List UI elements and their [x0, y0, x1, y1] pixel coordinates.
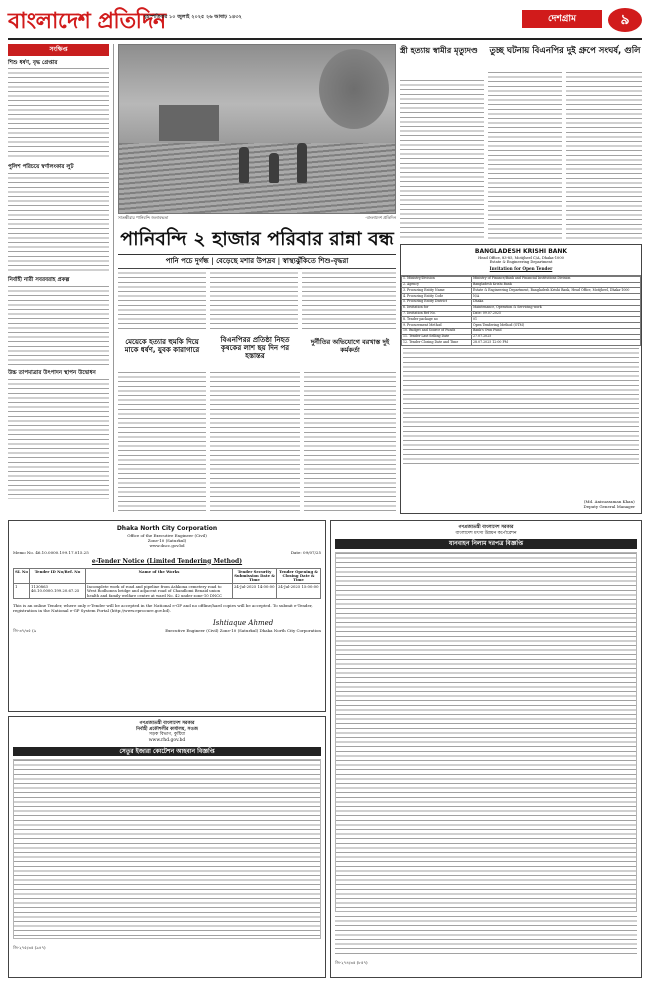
office-name: বাংলাদেশ মৎস্য উন্নয়ন কর্পোরেশন	[455, 530, 517, 536]
table-cell: Dhaka	[472, 299, 641, 305]
dateline: বৃহস্পতিবার ১০ জুলাই ২০২৫ ২৬ আষাঢ় ১৪৩২	[144, 14, 242, 20]
table-cell: 27.07.2025	[472, 334, 641, 340]
tender-title: Invitation for Open Tender	[489, 266, 553, 272]
ad-code: জি-২৭৪/৩৫ (৮৫৭)	[335, 959, 368, 965]
news-brief-sidebar	[8, 44, 114, 512]
govt-name: গণপ্রজাতন্ত্রী বাংলাদেশ সরকার	[458, 525, 514, 530]
brief-title: উচ্চ তাপমাত্রার উৎপাদন স্থাপন উদ্বোধন	[8, 370, 96, 377]
story-headline: স্ত্রী হত্যায় স্বামীর মৃত্যুদণ্ড	[400, 46, 478, 55]
photo-floodwater	[119, 143, 395, 213]
photo-house	[159, 105, 219, 141]
story-body	[210, 372, 300, 512]
signature-block	[165, 619, 321, 633]
notice-footer	[13, 619, 321, 633]
signatory-title: Deputy General Manager	[583, 504, 635, 509]
table-cell: 01	[472, 317, 641, 323]
story-body	[118, 372, 206, 512]
office-name: নির্বাহী প্রকৌশলীর কার্যালয়, সওজ	[136, 726, 198, 732]
table-cell: 2. Agency	[402, 282, 472, 288]
govt-name: গণপ্রজাতন্ত্রী বাংলাদেশ সরকার	[139, 721, 195, 726]
lead-headline: পানিবন্দি ২ হাজার পরিবার রান্না বন্ধ	[120, 228, 394, 250]
table-cell: 24-Jul-2025 14:00:00	[233, 584, 277, 599]
signatory-name: (Md. Anisuzzaman Khan)	[583, 499, 635, 504]
memo-number: Memo No. 46.10.0000.199.17.015.25	[13, 549, 89, 555]
auction-terms	[335, 916, 637, 956]
ad-code: জি-৩৭/৩৫ (৯	[13, 628, 37, 634]
table-cell: 24-Jul-2025 15:00:00	[277, 584, 321, 599]
column-header: Tender Opening & Closing Date & Time	[277, 569, 321, 584]
bank-name: BANGLADESH KRISHI BANK	[474, 248, 568, 255]
bank-address: Head Office, 83-85, Motijheel C/A, Dhaka-1000	[478, 255, 564, 260]
notice-title: যানবাহন নিলাম দরপত্র বিজ্ঞপ্তি	[335, 539, 637, 549]
sidebar-header: সংক্ষিপ্ত	[8, 44, 109, 56]
zone-name: Zone-10 (Saturkul)	[147, 537, 187, 543]
photo-tree	[319, 49, 389, 129]
brief-text	[8, 173, 109, 273]
story-headline: দুর্নীতির অভিযোগে বরখাস্ত দুই কর্মকর্তা	[310, 338, 390, 354]
website: www.rhd.gov.bd	[148, 737, 186, 743]
table-cell: 8. Tender package no	[402, 317, 472, 323]
division-name: সড়ক বিভাগ, কুষ্টিয়া	[148, 732, 186, 738]
photo-person	[269, 153, 279, 183]
lead-body-col-2	[210, 268, 298, 332]
table-cell: 1130863 46.10.0000.199.20.67.25	[30, 584, 86, 599]
auction-table	[335, 552, 637, 912]
brief-title: পুলিশ পরিচয়ে স্বর্ণালংকার লুট	[8, 164, 74, 171]
table-cell: Incomplete work of road and pipeline from Ashkona cemetery road to West Rodhonea bridge and adjacent road of Chandlomi Benaid union health and family welfare centre at ward No. 42 under zone-10 DNCC	[86, 584, 233, 599]
table-cell: 11. Tender Last Selling Date	[402, 334, 472, 340]
brief-item	[8, 164, 109, 273]
page-number: ৯	[608, 8, 642, 32]
table-cell: 12. Tender Closing Date and Time	[402, 340, 472, 346]
table-row	[14, 584, 321, 599]
tender-header	[401, 245, 641, 276]
table-cell: 1. Ministry/Division	[402, 276, 472, 282]
table-cell: 3. Procuring Entity Name	[402, 288, 472, 294]
tender-details	[403, 348, 639, 466]
story-body	[566, 72, 642, 240]
brief-text	[8, 379, 109, 499]
table-cell: Ministry of Finance/Bank and Financial Institutions Division	[472, 276, 641, 282]
table-cell: 10. Budget and Source of Funds	[402, 328, 472, 334]
brief-text	[8, 286, 109, 366]
memo-date: Date: 09/07/25	[290, 549, 321, 555]
photo-caption	[118, 215, 396, 220]
table-cell: Maintenance, Operation & Servicing work	[472, 305, 641, 311]
tender-table	[401, 276, 641, 347]
memo-line	[13, 550, 321, 555]
table-cell: Bank's Own Fund	[472, 328, 641, 334]
signature: Ishtiaque Ahmed	[212, 619, 274, 628]
table-cell: Estate & Engineering Department, Bangladesh Krishi Bank, Head Office, Motijheel, Dhaka-1000	[472, 288, 641, 294]
brief-title: শিশু ধর্ষণ, বৃদ্ধ গ্রেপ্তার	[8, 59, 58, 66]
lead-subhead: পানি পচে দুর্গন্ধ | বেড়েছে মশার উপদ্রব | স্বাস্থ্যঝুঁকিতে শিশু-বৃদ্ধরা	[118, 254, 396, 269]
table-cell: Open Tendering Method (OTM)	[472, 323, 641, 329]
signature-block	[584, 499, 635, 509]
office-name: Office of the Executive Engineer (Civil)	[127, 532, 207, 538]
lead-photo	[118, 44, 396, 214]
dncc-tender-notice	[8, 520, 326, 712]
brief-text	[8, 68, 109, 160]
story-body	[400, 80, 484, 240]
story-headline: বিএনপিরর প্রতিষ্ঠা নিহত কৃষকের লাশ ছয় দিন পর হস্তান্তর	[220, 336, 290, 360]
org-name: Dhaka North City Corporation	[116, 525, 218, 532]
brief-item	[8, 277, 109, 366]
bank-department: Estate & Engineering Department	[489, 259, 553, 264]
table-header-row	[14, 569, 321, 584]
lead-body-col-1	[118, 268, 206, 332]
signatory-title: Executive Engineer (Civil) Zone-10 (Saturkul) Dhaka North City Corporation	[165, 628, 321, 634]
photo-person	[297, 143, 307, 183]
caption-text: সাতক্ষীরার পানিবন্দি জলাবদ্ধতা	[118, 215, 169, 220]
table-row	[402, 340, 641, 346]
masthead	[8, 6, 642, 40]
table-cell: 9. Procurement Method	[402, 323, 472, 329]
krishi-bank-tender	[400, 244, 642, 514]
story-headline: মেয়েকে হত্যার হুমকি দিয়ে মাকে ধর্ষণ, যুবক কারাগারে	[124, 338, 200, 354]
notice-title: e-Tender Notice (Limited Tendering Method)	[91, 557, 243, 565]
story-headline: তুচ্ছ ঘটনায় বিএনপির দুই গ্রুপে সংঘর্ষ, গুলি	[489, 46, 641, 56]
column-header: SL No	[14, 569, 30, 584]
photo-credit: -বাংলাদেশ প্রতিদিন	[365, 215, 396, 220]
brief-item	[8, 370, 109, 499]
story-body	[304, 372, 396, 512]
column-header: Tender ID No/Ref. No	[30, 569, 86, 584]
section-tag: দেশগ্রাম	[522, 10, 602, 28]
table-cell: 5. Procuring Entity District	[402, 299, 472, 305]
photo-person	[239, 147, 249, 183]
brief-title: নির্বাহী নারী সবরবরাহ প্রকল্প	[8, 277, 70, 284]
vehicle-auction-notice	[330, 520, 642, 978]
table-cell: 6. Invitation for	[402, 305, 472, 311]
brief-item	[8, 60, 109, 161]
table-cell: 4. Procuring Entity Code	[402, 294, 472, 300]
roads-tender-notice	[8, 716, 326, 978]
lead-body-col-3	[302, 268, 396, 332]
table-cell: 28.07.2025 12:00 PM	[472, 340, 641, 346]
works-table	[13, 568, 321, 599]
column-header: Tender Security Submission Date & Time	[234, 568, 275, 583]
table-cell: 7. Invitation Ref No.	[402, 311, 472, 317]
table-cell: N/A	[472, 294, 641, 300]
notice-title: সেতুর ইজারা কোটেশন আহবান বিজ্ঞপ্তি	[13, 747, 321, 757]
column-header: Name of the Works	[86, 569, 233, 584]
ad-code: জি-২৭৫/৩৫ (৯৪৭)	[13, 945, 46, 950]
notice-table	[13, 759, 321, 939]
table-cell: 1	[14, 584, 30, 599]
website: www.dncc.gov.bd	[149, 542, 185, 548]
table-cell: Date: 09.07.2025	[472, 311, 641, 317]
notice-text: This is an online Tender, where only e-Tender will be accepted in the National e-GP and no offline/hard copies will be accepted. To submit e-Tender, registration in the National e-GP System Portal (http://www.eprocure.gov.bd).	[13, 603, 313, 614]
story-body	[488, 72, 562, 240]
table-cell: Bangladesh Krishi Bank	[472, 282, 641, 288]
newspaper-logo: বাংলাদেশ প্রতিদিন	[8, 9, 166, 34]
